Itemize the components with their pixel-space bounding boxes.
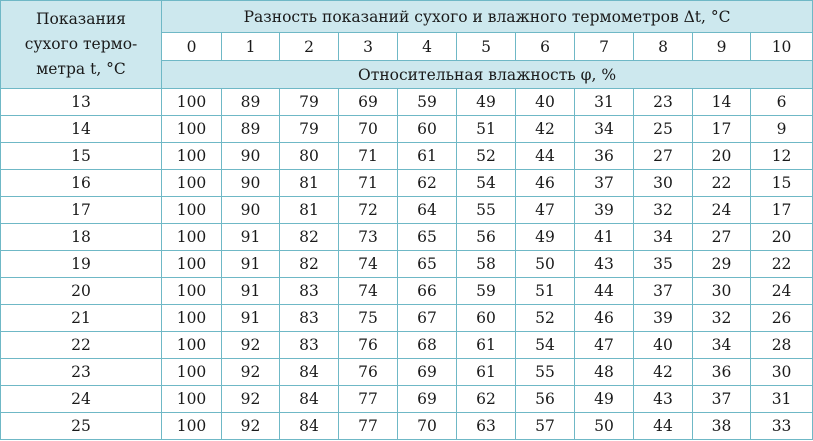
humidity-cell: 47	[516, 197, 575, 224]
humidity-cell: 64	[398, 197, 457, 224]
humidity-cell: 60	[398, 116, 457, 143]
humidity-cell: 91	[222, 305, 280, 332]
humidity-cell: 27	[634, 143, 693, 170]
humidity-cell: 83	[280, 332, 339, 359]
humidity-cell: 37	[575, 170, 634, 197]
humidity-cell: 40	[516, 89, 575, 116]
humidity-cell: 51	[457, 116, 516, 143]
table-row	[1, 359, 813, 386]
humidity-cell: 50	[575, 413, 634, 440]
dry-temperature-cell: 20	[1, 278, 162, 305]
humidity-cell: 22	[693, 170, 751, 197]
humidity-cell: 91	[222, 278, 280, 305]
dry-temperature-cell: 15	[1, 143, 162, 170]
dry-temperature-cell: 25	[1, 413, 162, 440]
humidity-cell: 77	[339, 386, 398, 413]
humidity-cell: 74	[339, 278, 398, 305]
humidity-cell: 100	[162, 143, 222, 170]
dry-temperature-cell: 19	[1, 251, 162, 278]
humidity-cell: 59	[457, 278, 516, 305]
humidity-cell: 32	[693, 305, 751, 332]
humidity-cell: 44	[634, 413, 693, 440]
table-row	[1, 251, 813, 278]
humidity-cell: 72	[339, 197, 398, 224]
humidity-cell: 48	[575, 359, 634, 386]
difference-value: 1	[222, 33, 280, 61]
table-row	[1, 332, 813, 359]
dry-temperature-cell: 16	[1, 170, 162, 197]
humidity-cell: 79	[280, 116, 339, 143]
humidity-cell: 65	[398, 251, 457, 278]
humidity-cell: 80	[280, 143, 339, 170]
humidity-cell: 81	[280, 197, 339, 224]
humidity-cell: 55	[457, 197, 516, 224]
relative-humidity-header: Относительная влажность φ, %	[162, 61, 813, 89]
humidity-cell: 39	[634, 305, 693, 332]
humidity-cell: 100	[162, 116, 222, 143]
humidity-cell: 83	[280, 305, 339, 332]
humidity-cell: 61	[457, 359, 516, 386]
humidity-cell: 89	[222, 89, 280, 116]
humidity-cell: 37	[693, 386, 751, 413]
humidity-cell: 74	[339, 251, 398, 278]
humidity-cell: 82	[280, 224, 339, 251]
humidity-cell: 30	[634, 170, 693, 197]
humidity-cell: 43	[575, 251, 634, 278]
humidity-cell: 36	[575, 143, 634, 170]
humidity-cell: 49	[575, 386, 634, 413]
humidity-cell: 50	[516, 251, 575, 278]
corner-line-3: метра t, °C	[36, 60, 126, 78]
corner-line-2: сухого термо-	[24, 35, 138, 53]
humidity-cell: 24	[751, 278, 813, 305]
humidity-cell: 76	[339, 332, 398, 359]
humidity-cell: 100	[162, 89, 222, 116]
humidity-cell: 91	[222, 251, 280, 278]
humidity-cell: 70	[398, 413, 457, 440]
temperature-difference-header: Разность показаний сухого и влажного термометров Δt, °C	[162, 1, 813, 33]
humidity-cell: 77	[339, 413, 398, 440]
table-row	[1, 89, 813, 116]
humidity-cell: 31	[751, 386, 813, 413]
humidity-cell: 34	[634, 224, 693, 251]
table-body	[1, 89, 813, 440]
humidity-cell: 92	[222, 413, 280, 440]
dry-temperature-cell: 17	[1, 197, 162, 224]
humidity-cell: 31	[575, 89, 634, 116]
table-row	[1, 386, 813, 413]
humidity-cell: 70	[339, 116, 398, 143]
humidity-cell: 20	[751, 224, 813, 251]
humidity-cell: 56	[516, 386, 575, 413]
humidity-cell: 28	[751, 332, 813, 359]
humidity-cell: 60	[457, 305, 516, 332]
humidity-cell: 9	[751, 116, 813, 143]
humidity-cell: 39	[575, 197, 634, 224]
humidity-cell: 92	[222, 332, 280, 359]
humidity-cell: 33	[751, 413, 813, 440]
humidity-cell: 90	[222, 143, 280, 170]
table-row	[1, 413, 813, 440]
humidity-cell: 68	[398, 332, 457, 359]
difference-value: 8	[634, 33, 693, 61]
dry-temperature-cell: 24	[1, 386, 162, 413]
humidity-cell: 90	[222, 170, 280, 197]
difference-value: 0	[162, 33, 222, 61]
humidity-cell: 62	[457, 386, 516, 413]
difference-value: 5	[457, 33, 516, 61]
humidity-cell: 37	[634, 278, 693, 305]
humidity-cell: 32	[634, 197, 693, 224]
humidity-cell: 41	[575, 224, 634, 251]
humidity-cell: 62	[398, 170, 457, 197]
humidity-cell: 46	[516, 170, 575, 197]
humidity-cell: 52	[516, 305, 575, 332]
humidity-cell: 92	[222, 386, 280, 413]
humidity-cell: 83	[280, 278, 339, 305]
humidity-cell: 44	[575, 278, 634, 305]
humidity-cell: 58	[457, 251, 516, 278]
dry-thermometer-header	[1, 1, 162, 89]
humidity-cell: 75	[339, 305, 398, 332]
humidity-cell: 49	[516, 224, 575, 251]
humidity-cell: 71	[339, 170, 398, 197]
humidity-cell: 89	[222, 116, 280, 143]
humidity-cell: 100	[162, 305, 222, 332]
corner-line-1: Показания	[36, 10, 126, 28]
humidity-cell: 57	[516, 413, 575, 440]
humidity-cell: 90	[222, 197, 280, 224]
humidity-cell: 79	[280, 89, 339, 116]
dry-temperature-cell: 21	[1, 305, 162, 332]
humidity-cell: 26	[751, 305, 813, 332]
difference-value: 6	[516, 33, 575, 61]
humidity-cell: 55	[516, 359, 575, 386]
humidity-cell: 14	[693, 89, 751, 116]
humidity-cell: 54	[516, 332, 575, 359]
humidity-cell: 34	[575, 116, 634, 143]
humidity-cell: 54	[457, 170, 516, 197]
humidity-cell: 30	[693, 278, 751, 305]
humidity-cell: 42	[516, 116, 575, 143]
humidity-cell: 51	[516, 278, 575, 305]
humidity-cell: 67	[398, 305, 457, 332]
difference-value: 3	[339, 33, 398, 61]
humidity-cell: 29	[693, 251, 751, 278]
humidity-cell: 84	[280, 386, 339, 413]
table-row	[1, 170, 813, 197]
difference-value: 7	[575, 33, 634, 61]
table-header	[1, 1, 813, 89]
humidity-cell: 100	[162, 170, 222, 197]
humidity-cell: 44	[516, 143, 575, 170]
humidity-cell: 100	[162, 197, 222, 224]
humidity-cell: 17	[693, 116, 751, 143]
humidity-cell: 56	[457, 224, 516, 251]
humidity-cell: 49	[457, 89, 516, 116]
humidity-cell: 84	[280, 359, 339, 386]
humidity-cell: 61	[457, 332, 516, 359]
humidity-cell: 92	[222, 359, 280, 386]
humidity-cell: 100	[162, 332, 222, 359]
humidity-cell: 100	[162, 278, 222, 305]
humidity-cell: 6	[751, 89, 813, 116]
humidity-cell: 63	[457, 413, 516, 440]
humidity-cell: 43	[634, 386, 693, 413]
humidity-cell: 100	[162, 224, 222, 251]
humidity-cell: 61	[398, 143, 457, 170]
humidity-cell: 34	[693, 332, 751, 359]
humidity-cell: 100	[162, 359, 222, 386]
humidity-cell: 24	[693, 197, 751, 224]
humidity-cell: 20	[693, 143, 751, 170]
table-row	[1, 305, 813, 332]
table-row	[1, 143, 813, 170]
humidity-cell: 84	[280, 413, 339, 440]
humidity-cell: 15	[751, 170, 813, 197]
humidity-cell: 17	[751, 197, 813, 224]
humidity-cell: 82	[280, 251, 339, 278]
humidity-cell: 59	[398, 89, 457, 116]
humidity-cell: 42	[634, 359, 693, 386]
humidity-cell: 65	[398, 224, 457, 251]
difference-value: 4	[398, 33, 457, 61]
humidity-cell: 100	[162, 386, 222, 413]
dry-temperature-cell: 13	[1, 89, 162, 116]
humidity-cell: 69	[339, 89, 398, 116]
difference-value: 9	[693, 33, 751, 61]
humidity-cell: 81	[280, 170, 339, 197]
table-row	[1, 197, 813, 224]
humidity-cell: 91	[222, 224, 280, 251]
humidity-cell: 27	[693, 224, 751, 251]
humidity-cell: 35	[634, 251, 693, 278]
humidity-cell: 69	[398, 386, 457, 413]
humidity-cell: 52	[457, 143, 516, 170]
difference-value: 10	[751, 33, 813, 61]
table-row	[1, 278, 813, 305]
humidity-cell: 46	[575, 305, 634, 332]
dry-temperature-cell: 18	[1, 224, 162, 251]
humidity-cell: 22	[751, 251, 813, 278]
dry-temperature-cell: 22	[1, 332, 162, 359]
difference-value: 2	[280, 33, 339, 61]
humidity-cell: 40	[634, 332, 693, 359]
table-row	[1, 224, 813, 251]
humidity-cell: 12	[751, 143, 813, 170]
humidity-cell: 30	[751, 359, 813, 386]
humidity-cell: 71	[339, 143, 398, 170]
humidity-cell: 73	[339, 224, 398, 251]
humidity-cell: 38	[693, 413, 751, 440]
humidity-cell: 100	[162, 251, 222, 278]
humidity-cell: 47	[575, 332, 634, 359]
humidity-cell: 25	[634, 116, 693, 143]
humidity-cell: 100	[162, 413, 222, 440]
humidity-cell: 76	[339, 359, 398, 386]
humidity-cell: 23	[634, 89, 693, 116]
humidity-cell: 36	[693, 359, 751, 386]
dry-temperature-cell: 14	[1, 116, 162, 143]
table-row	[1, 116, 813, 143]
dry-temperature-cell: 23	[1, 359, 162, 386]
humidity-cell: 69	[398, 359, 457, 386]
humidity-cell: 66	[398, 278, 457, 305]
